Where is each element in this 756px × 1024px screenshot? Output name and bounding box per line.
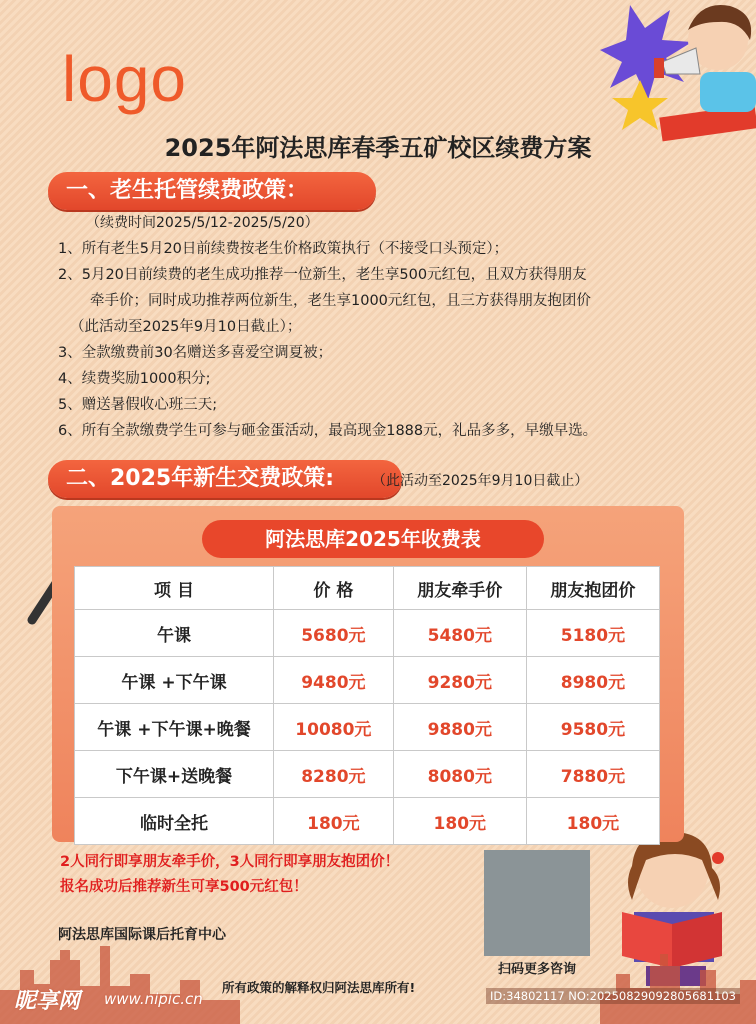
header-price: 价 格 — [274, 567, 394, 610]
policy-line: 2、5月20日前续费的老生成功推荐一位新生，老生享500元红包，且双方获得朋友 — [58, 267, 587, 283]
row-price: 180元 — [274, 798, 394, 845]
watermark-site: www.nipic.cn — [104, 990, 203, 1008]
policy-line: 1、所有老生5月20日前续费按老生价格政策执行（不接受口头预定）； — [58, 241, 509, 257]
promo-line: 2人同行即享朋友牵手价，3人同行即享朋友抱团价！ — [60, 854, 400, 870]
row-price: 5680元 — [274, 610, 394, 657]
table-row — [75, 657, 660, 704]
fee-table — [74, 566, 660, 845]
row-group-price: 5180元 — [526, 610, 659, 657]
row-group-price: 7880元 — [526, 751, 659, 798]
qr-label: 扫码更多咨询 — [497, 962, 576, 977]
watermark-brand: 昵享网 — [14, 989, 81, 1014]
logo-placeholder: logo — [62, 43, 187, 115]
policy-line: 4、续费奖励1000积分; — [58, 371, 211, 387]
organization-name: 阿法思库国际课后托育中心 — [58, 927, 226, 943]
row-group-price: 8980元 — [526, 657, 659, 704]
fee-table-header-row — [75, 567, 660, 610]
table-row — [75, 610, 660, 657]
table-row — [75, 751, 660, 798]
policy-line: 5、赠送暑假收心班三天; — [58, 397, 218, 413]
policy-line: 6、所有全款缴费学生可参与砸金蛋活动，最高现金1888元，礼品多多，早缴早选。 — [58, 423, 598, 439]
city-skyline-decoration — [0, 930, 756, 1024]
policy-line: 3、全款缴费前30名赠送多喜爱空调夏被； — [58, 345, 333, 361]
table-row — [75, 704, 660, 751]
section2-note: （此活动至2025年9月10日截止） — [372, 473, 589, 489]
section1-heading: 一、老生托管续费政策： — [48, 172, 376, 210]
row-group-price: 180元 — [526, 798, 659, 845]
header-group-price: 朋友抱团价 — [526, 567, 659, 610]
policy-line: （此活动至2025年9月10日截止）； — [70, 319, 302, 335]
row-pair-price: 9280元 — [393, 657, 526, 704]
policy-line: 牵手价；同时成功推荐两位新生，老生享1000元红包，且三方获得朋友抱团价 — [90, 293, 591, 309]
row-item: 午课 +下午课+晚餐 — [75, 704, 274, 751]
row-pair-price: 9880元 — [393, 704, 526, 751]
renewal-period: （续费时间2025/5/12-2025/5/20） — [86, 215, 319, 231]
row-item: 下午课+送晚餐 — [75, 751, 274, 798]
section2-heading: 二、2025年新生交费政策: — [48, 460, 402, 498]
rights-statement: 所有政策的解释权归阿法思库所有! — [222, 980, 416, 995]
row-price: 10080元 — [274, 704, 394, 751]
row-item: 临时全托 — [75, 798, 274, 845]
row-group-price: 9580元 — [526, 704, 659, 751]
fee-table-title: 阿法思库2025年收费表 — [202, 520, 544, 558]
promo-line: 报名成功后推荐新生可享500元红包！ — [60, 879, 308, 895]
watermark-id: ID:34802117 NO:20250829092805681103 — [486, 988, 740, 1004]
page-title: 2025年阿法思库春季五矿校区续费方案 — [164, 134, 592, 162]
row-price: 9480元 — [274, 657, 394, 704]
row-pair-price: 8080元 — [393, 751, 526, 798]
row-pair-price: 180元 — [393, 798, 526, 845]
promo-text — [60, 850, 399, 900]
renewal-policy-list — [58, 236, 748, 444]
header-item: 项 目 — [75, 567, 274, 610]
row-item: 午课 — [75, 610, 274, 657]
header-pair-price: 朋友牵手价 — [393, 567, 526, 610]
row-pair-price: 5480元 — [393, 610, 526, 657]
table-row — [75, 798, 660, 845]
row-price: 8280元 — [274, 751, 394, 798]
row-item: 午课 +下午课 — [75, 657, 274, 704]
qr-code-placeholder — [484, 850, 590, 956]
